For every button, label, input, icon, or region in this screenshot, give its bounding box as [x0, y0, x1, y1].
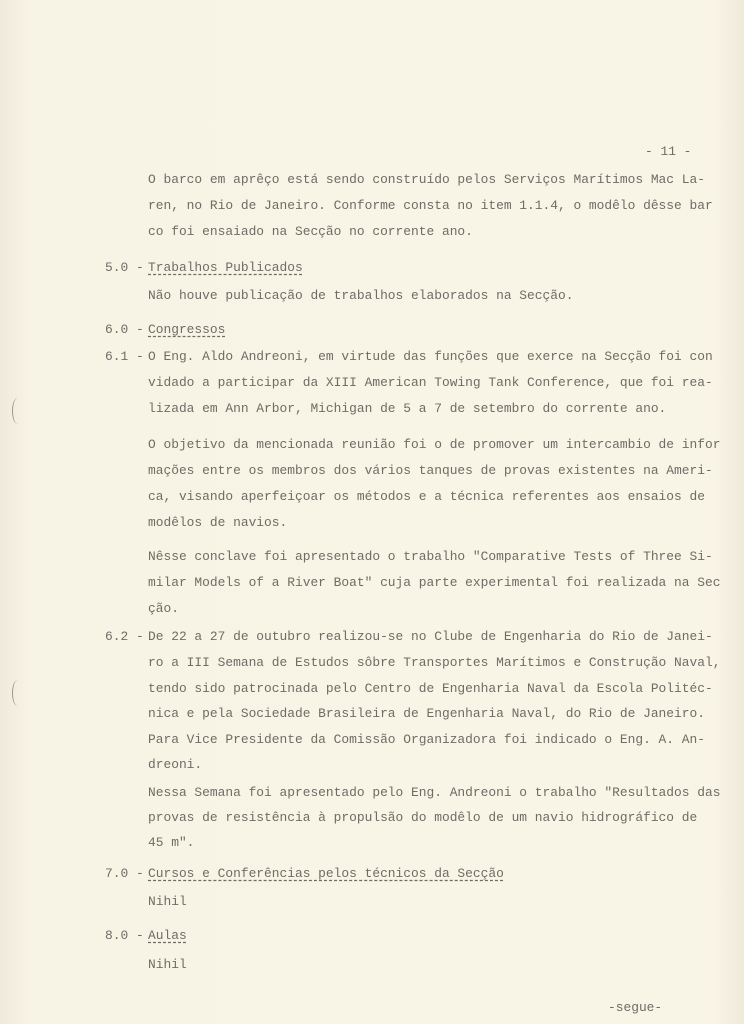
paragraph-line: De 22 a 27 de outubro realizou-se no Clube de Engenharia do Rio de Janei-: [148, 629, 713, 644]
section-6-title: Congressos: [148, 322, 226, 337]
section-6-number: 6.0 -: [105, 322, 144, 337]
section-5-number: 5.0 -: [105, 260, 144, 275]
paragraph-line: O objetivo da mencionada reunião foi o de promover um intercambio de infor: [148, 437, 721, 452]
paragraph-line: ção.: [148, 601, 179, 616]
paragraph-line: mações entre os membros dos vários tanques de provas existentes na Ameri-: [148, 463, 713, 478]
intro-line: O barco em aprêço está sendo construído pelos Serviços Marítimos Mac La-: [148, 172, 705, 187]
punch-hole-mark: [12, 680, 23, 706]
section-6-1-number: 6.1 -: [105, 349, 144, 364]
section-7-body: Nihil: [148, 894, 187, 909]
continuation-mark: -segue-: [608, 1000, 663, 1015]
paragraph-line: nica e pela Sociedade Brasileira de Engenharia Naval, do Rio de Janeiro.: [148, 706, 705, 721]
paragraph-line: lizada em Ann Arbor, Michigan de 5 a 7 de setembro do corrente ano.: [148, 401, 667, 416]
paragraph-line: Para Vice Presidente da Comissão Organizadora foi indicado o Eng. A. An-: [148, 732, 705, 747]
section-7-title: Cursos e Conferências pelos técnicos da Secção: [148, 866, 504, 881]
paragraph-line: modêlos de navios.: [148, 515, 288, 530]
section-8-title: Aulas: [148, 928, 187, 943]
paragraph-line: dreoni.: [148, 757, 203, 772]
paragraph-line: 45 m".: [148, 835, 195, 850]
section-8-number: 8.0 -: [105, 928, 144, 943]
section-5-title: Trabalhos Publicados: [148, 260, 303, 275]
punch-hole-mark: [12, 398, 23, 424]
paragraph-line: provas de resistência à propulsão do modêlo de um navio hidrográfico de: [148, 810, 698, 825]
section-8-body: Nihil: [148, 957, 187, 972]
paragraph-line: milar Models of a River Boat" cuja parte experimental foi realizada na Sec: [148, 575, 721, 590]
paragraph-line: ca, visando aperfeiçoar os métodos e a técnica referentes aos ensaios de: [148, 489, 705, 504]
section-6-2-number: 6.2 -: [105, 629, 144, 644]
paragraph-line: Nessa Semana foi apresentado pelo Eng. Andreoni o trabalho "Resultados das: [148, 785, 721, 800]
paragraph-line: vidado a participar da XIII American Towing Tank Conference, que foi rea-: [148, 375, 713, 390]
paragraph-line: Nêsse conclave foi apresentado o trabalho "Comparative Tests of Three Si-: [148, 549, 713, 564]
section-5-body: Não houve publicação de trabalhos elaborados na Secção.: [148, 288, 574, 303]
intro-line: co foi ensaiado na Secção no corrente ano.: [148, 224, 473, 239]
page-number: - 11 -: [645, 144, 692, 159]
paragraph-line: O Eng. Aldo Andreoni, em virtude das funções que exerce na Secção foi con: [148, 349, 713, 364]
paragraph-line: tendo sido patrocinada pelo Centro de Engenharia Naval da Escola Politéc-: [148, 681, 713, 696]
section-7-number: 7.0 -: [105, 866, 144, 881]
paragraph-line: ro a III Semana de Estudos sôbre Transportes Marítimos e Construção Naval,: [148, 655, 721, 670]
intro-line: ren, no Rio de Janeiro. Conforme consta no item 1.1.4, o modêlo dêsse bar: [148, 198, 713, 213]
